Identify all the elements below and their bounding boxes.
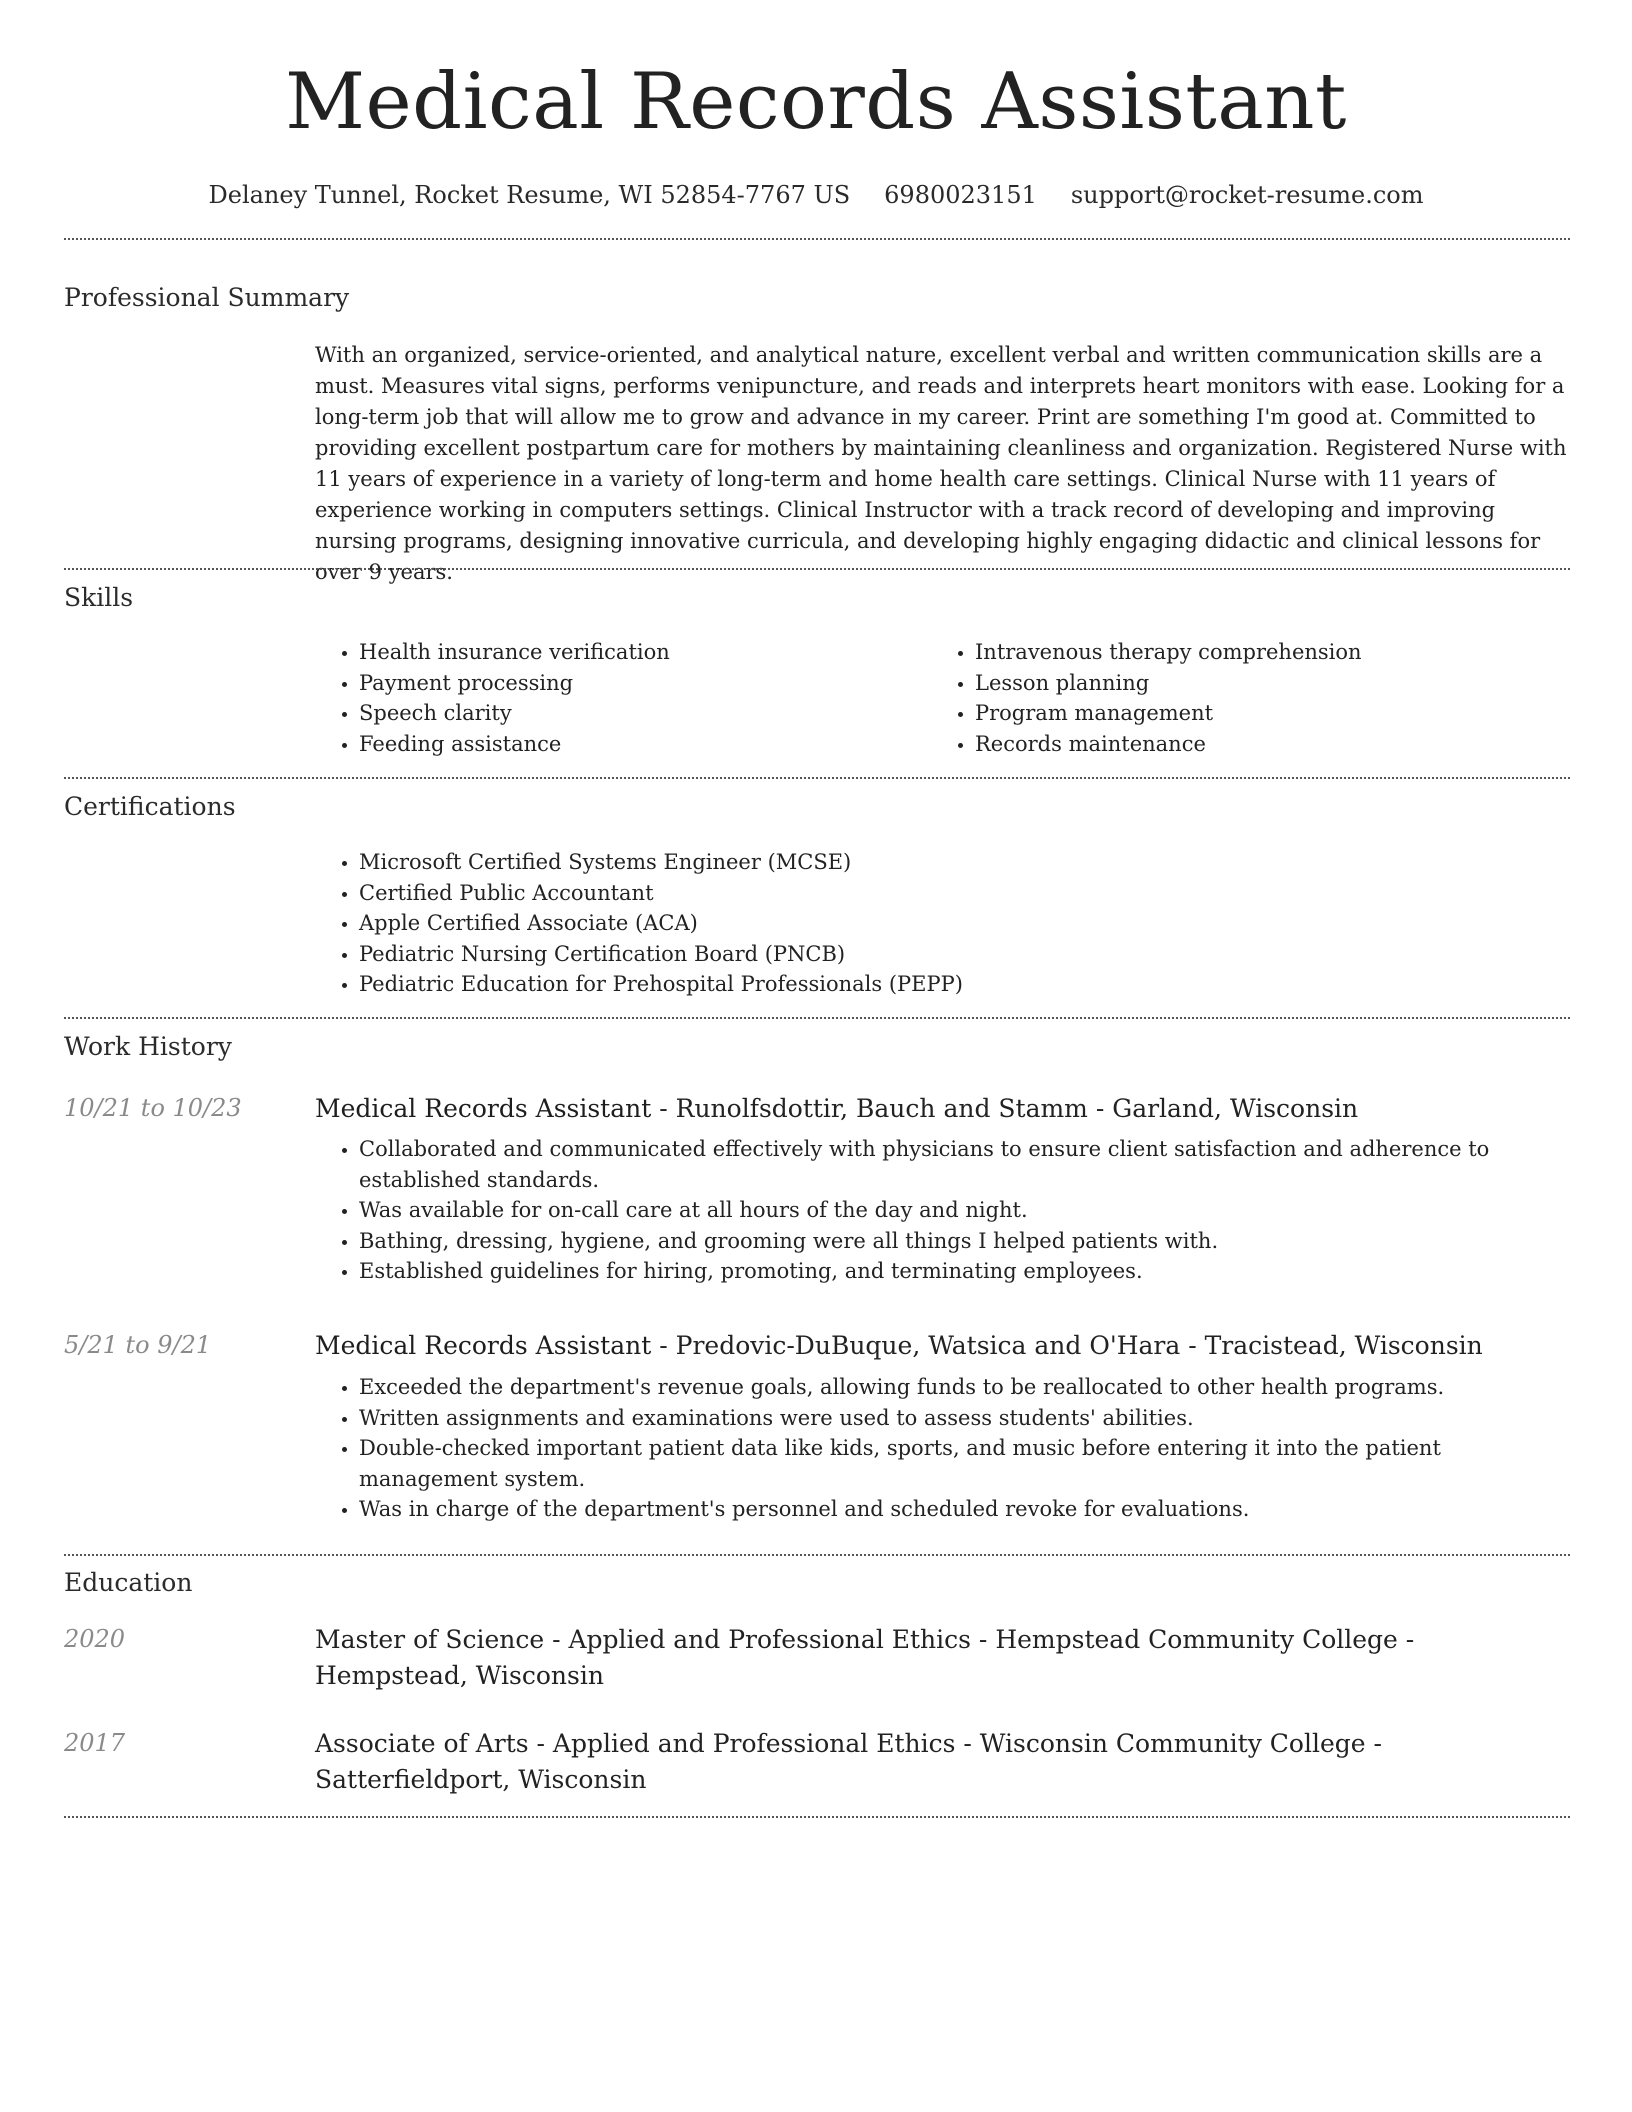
certification-item: • Microsoft Certified Systems Engineer (MCSE) — [359, 847, 1571, 878]
skills-column-left — [315, 637, 931, 759]
skills-column-right — [931, 637, 1547, 759]
job-employer: - Predovic-DuBuque, Watsica and O'Hara - Tracistead, Wisconsin — [651, 1331, 1483, 1360]
certification-item: • Certified Public Accountant — [359, 878, 1571, 909]
job-entry — [315, 1091, 1571, 1287]
job-dates: 10/21 to 10/23 — [64, 1094, 242, 1122]
page-title: Medical Records Assistant — [285, 57, 1347, 147]
education-entry — [315, 1726, 1571, 1798]
work-history-heading: Work History — [64, 1032, 232, 1061]
skill-item: • Lesson planning — [975, 668, 1547, 699]
job-bullets — [315, 1134, 1571, 1287]
education-year: 2020 — [64, 1625, 126, 1653]
section-divider — [64, 777, 1570, 779]
contact-address: Delaney Tunnel, Rocket Resume, WI 52854-7767 US — [208, 181, 851, 209]
contact-phone: 6980023151 — [884, 181, 1037, 209]
skill-item: • Program management — [975, 698, 1547, 729]
certification-item: • Pediatric Education for Prehospital Professionals (PEPP) — [359, 969, 1571, 1000]
skills-heading: Skills — [64, 583, 134, 612]
skill-item: • Intravenous therapy comprehension — [975, 637, 1547, 668]
resume-header — [0, 0, 1632, 210]
job-bullet: • Was available for on-call care at all hours of the day and night. — [359, 1195, 1571, 1226]
certifications-heading: Certifications — [64, 792, 236, 821]
certification-item: • Apple Certified Associate (ACA) — [359, 908, 1571, 939]
section-divider — [64, 1816, 1570, 1818]
skill-item: • Records maintenance — [975, 729, 1547, 760]
job-dates: 5/21 to 9/21 — [64, 1331, 212, 1359]
job-bullet: • Collaborated and communicated effectively with physicians to ensure client satisfaction and adherence to established standards. — [359, 1134, 1571, 1195]
job-title: Medical Records Assistant — [315, 1094, 652, 1123]
education-year: 2017 — [64, 1729, 126, 1757]
contact-email: support@rocket-resume.com — [1070, 181, 1424, 209]
job-title: Medical Records Assistant — [315, 1331, 652, 1360]
job-bullet: • Written assignments and examinations were used to assess students' abilities. — [359, 1403, 1571, 1434]
section-divider — [64, 1017, 1570, 1019]
summary-text: With an organized, service-oriented, and analytical nature, excellent verbal and written communication skills are a must. Measures vital signs, performs venipuncture, and reads and interprets heart monitors with ease. Looking for a long-term job that will allow me to grow and advance in my career. Print are something I'm good at. Committed to providing excellent postpartum care for mothers by maintaining cleanliness and organization. Registered Nurse with 11 years of experience in a variety of long-term and home health care settings. Clinical Nurse with 11 years of experience working in computers settings. Clinical Instructor with a track record of developing and improving nursing programs, designing innovative curricula, and developing highly engaging didactic and clinical lessons for over 9 years. — [315, 343, 1567, 584]
job-bullet: • Was in charge of the department's personnel and scheduled revoke for evaluations. — [359, 1494, 1571, 1525]
skill-item: • Feeding assistance — [359, 729, 931, 760]
education-degree: Master of Science — [315, 1625, 545, 1654]
section-divider — [64, 1554, 1570, 1556]
job-heading — [315, 1091, 1571, 1127]
certification-item: • Pediatric Nursing Certification Board (PNCB) — [359, 939, 1571, 970]
skill-item: • Speech clarity — [359, 698, 931, 729]
job-bullet: • Established guidelines for hiring, promoting, and terminating employees. — [359, 1256, 1571, 1287]
education-details: - Applied and Professional Ethics - Wisconsin Community College - Satterfieldport, Wisconsin — [315, 1729, 1382, 1794]
skill-item: • Health insurance verification — [359, 637, 931, 668]
section-divider — [64, 238, 1570, 240]
education-entry — [315, 1622, 1571, 1694]
job-heading — [315, 1328, 1571, 1364]
section-divider — [64, 568, 1570, 570]
education-heading: Education — [64, 1568, 193, 1597]
job-bullet: • Bathing, dressing, hygiene, and grooming were all things I helped patients with. — [359, 1226, 1571, 1257]
education-details: - Applied and Professional Ethics - Hempstead Community College - Hempstead, Wisconsin — [315, 1625, 1415, 1690]
job-bullet: • Double-checked important patient data like kids, sports, and music before entering it into the patient management system. — [359, 1433, 1571, 1494]
job-bullets — [315, 1372, 1571, 1525]
certifications-list — [315, 847, 1571, 1000]
skills-list — [315, 637, 1571, 759]
job-employer: - Runolfsdottir, Bauch and Stamm - Garland, Wisconsin — [651, 1094, 1359, 1123]
skill-item: • Payment processing — [359, 668, 931, 699]
job-entry — [315, 1328, 1571, 1525]
education-degree: Associate of Arts — [315, 1729, 529, 1758]
contact-line — [0, 180, 1632, 210]
job-bullet: • Exceeded the department's revenue goals, allowing funds to be reallocated to other health programs. — [359, 1372, 1571, 1403]
summary-heading: Professional Summary — [64, 283, 350, 312]
